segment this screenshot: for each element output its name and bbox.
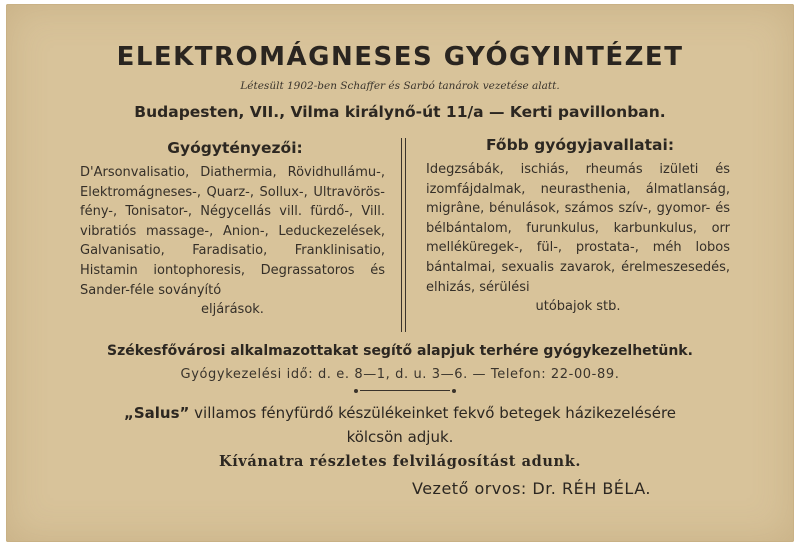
insurance-line: Székesfővárosi alkalmazottakat segítő alapjuk terhére gyógykezelhetünk. — [107, 343, 693, 359]
treatments-last-line: eljárások. — [201, 302, 264, 318]
salus-brand: „Salus” — [123, 404, 190, 422]
treatments-heading: Gyógytényezői: — [167, 139, 303, 157]
salus-offer-text: villamos fényfürdő készülékeinket fekvő betegek házikezelésére — [189, 404, 677, 422]
indications-last-line: utóbajok stb. — [535, 299, 621, 315]
institute-title: ELEKTROMÁGNESES GYÓGYINTÉZET — [116, 42, 684, 72]
treatments-text: D'Arsonvalisatio, Diathermia, Rövidhullámu-, Elektromágneses-, Quarz-, Sollux-, Ultravörös-fény-, Tonisator-, Négycellás vill. fürdő-, Vill. vibratiós massage-, Anion-, Leduckezelések, Galvanisatio, Faradisatio, Franklinisatio, Histamin iontophoresis, Degrassatoros és Sander-féle soványító — [80, 165, 385, 298]
hours-and-phone: Gyógykezelési idő: d. e. 8—1, d. u. 3—6. — Telefon: 22-00-89. — [180, 367, 620, 382]
info-line: Kívánatra részletes felvilágosítást adunk. — [219, 453, 581, 470]
indications-heading: Főbb gyógyjavallatai: — [485, 136, 675, 154]
founding-note: Létesült 1902-ben Schaffer és Sarbó tanárok vezetése alatt. — [240, 80, 560, 92]
address-line: Budapesten, VII., Vilma királynő-út 11/a — Kerti pavillonban. — [134, 103, 666, 121]
treatments-list — [80, 163, 385, 320]
lead-doctor: Vezető orvos: Dr. RÉH BÉLA. — [412, 479, 651, 498]
column-divider — [401, 138, 406, 332]
salus-offer-line — [0, 404, 800, 422]
indications-text: Idegzsábák, ischiás, rheumás izületi és izomfájdalmak, neurasthenia, álmatlanság, migrâne, bénulások, számos szív-, gyomor- és bélbántalom, furunkulus, karbunkulus, orr melléküregek-, fül-, prostata-, méh lobos bántalmai, sexualis zavarok, érelmeszesedés, elhizás, sérülési — [426, 162, 730, 295]
indications-list — [426, 160, 730, 317]
salus-offer-line-2: kölcsön adjuk. — [346, 428, 454, 446]
ornamental-divider — [360, 390, 450, 391]
